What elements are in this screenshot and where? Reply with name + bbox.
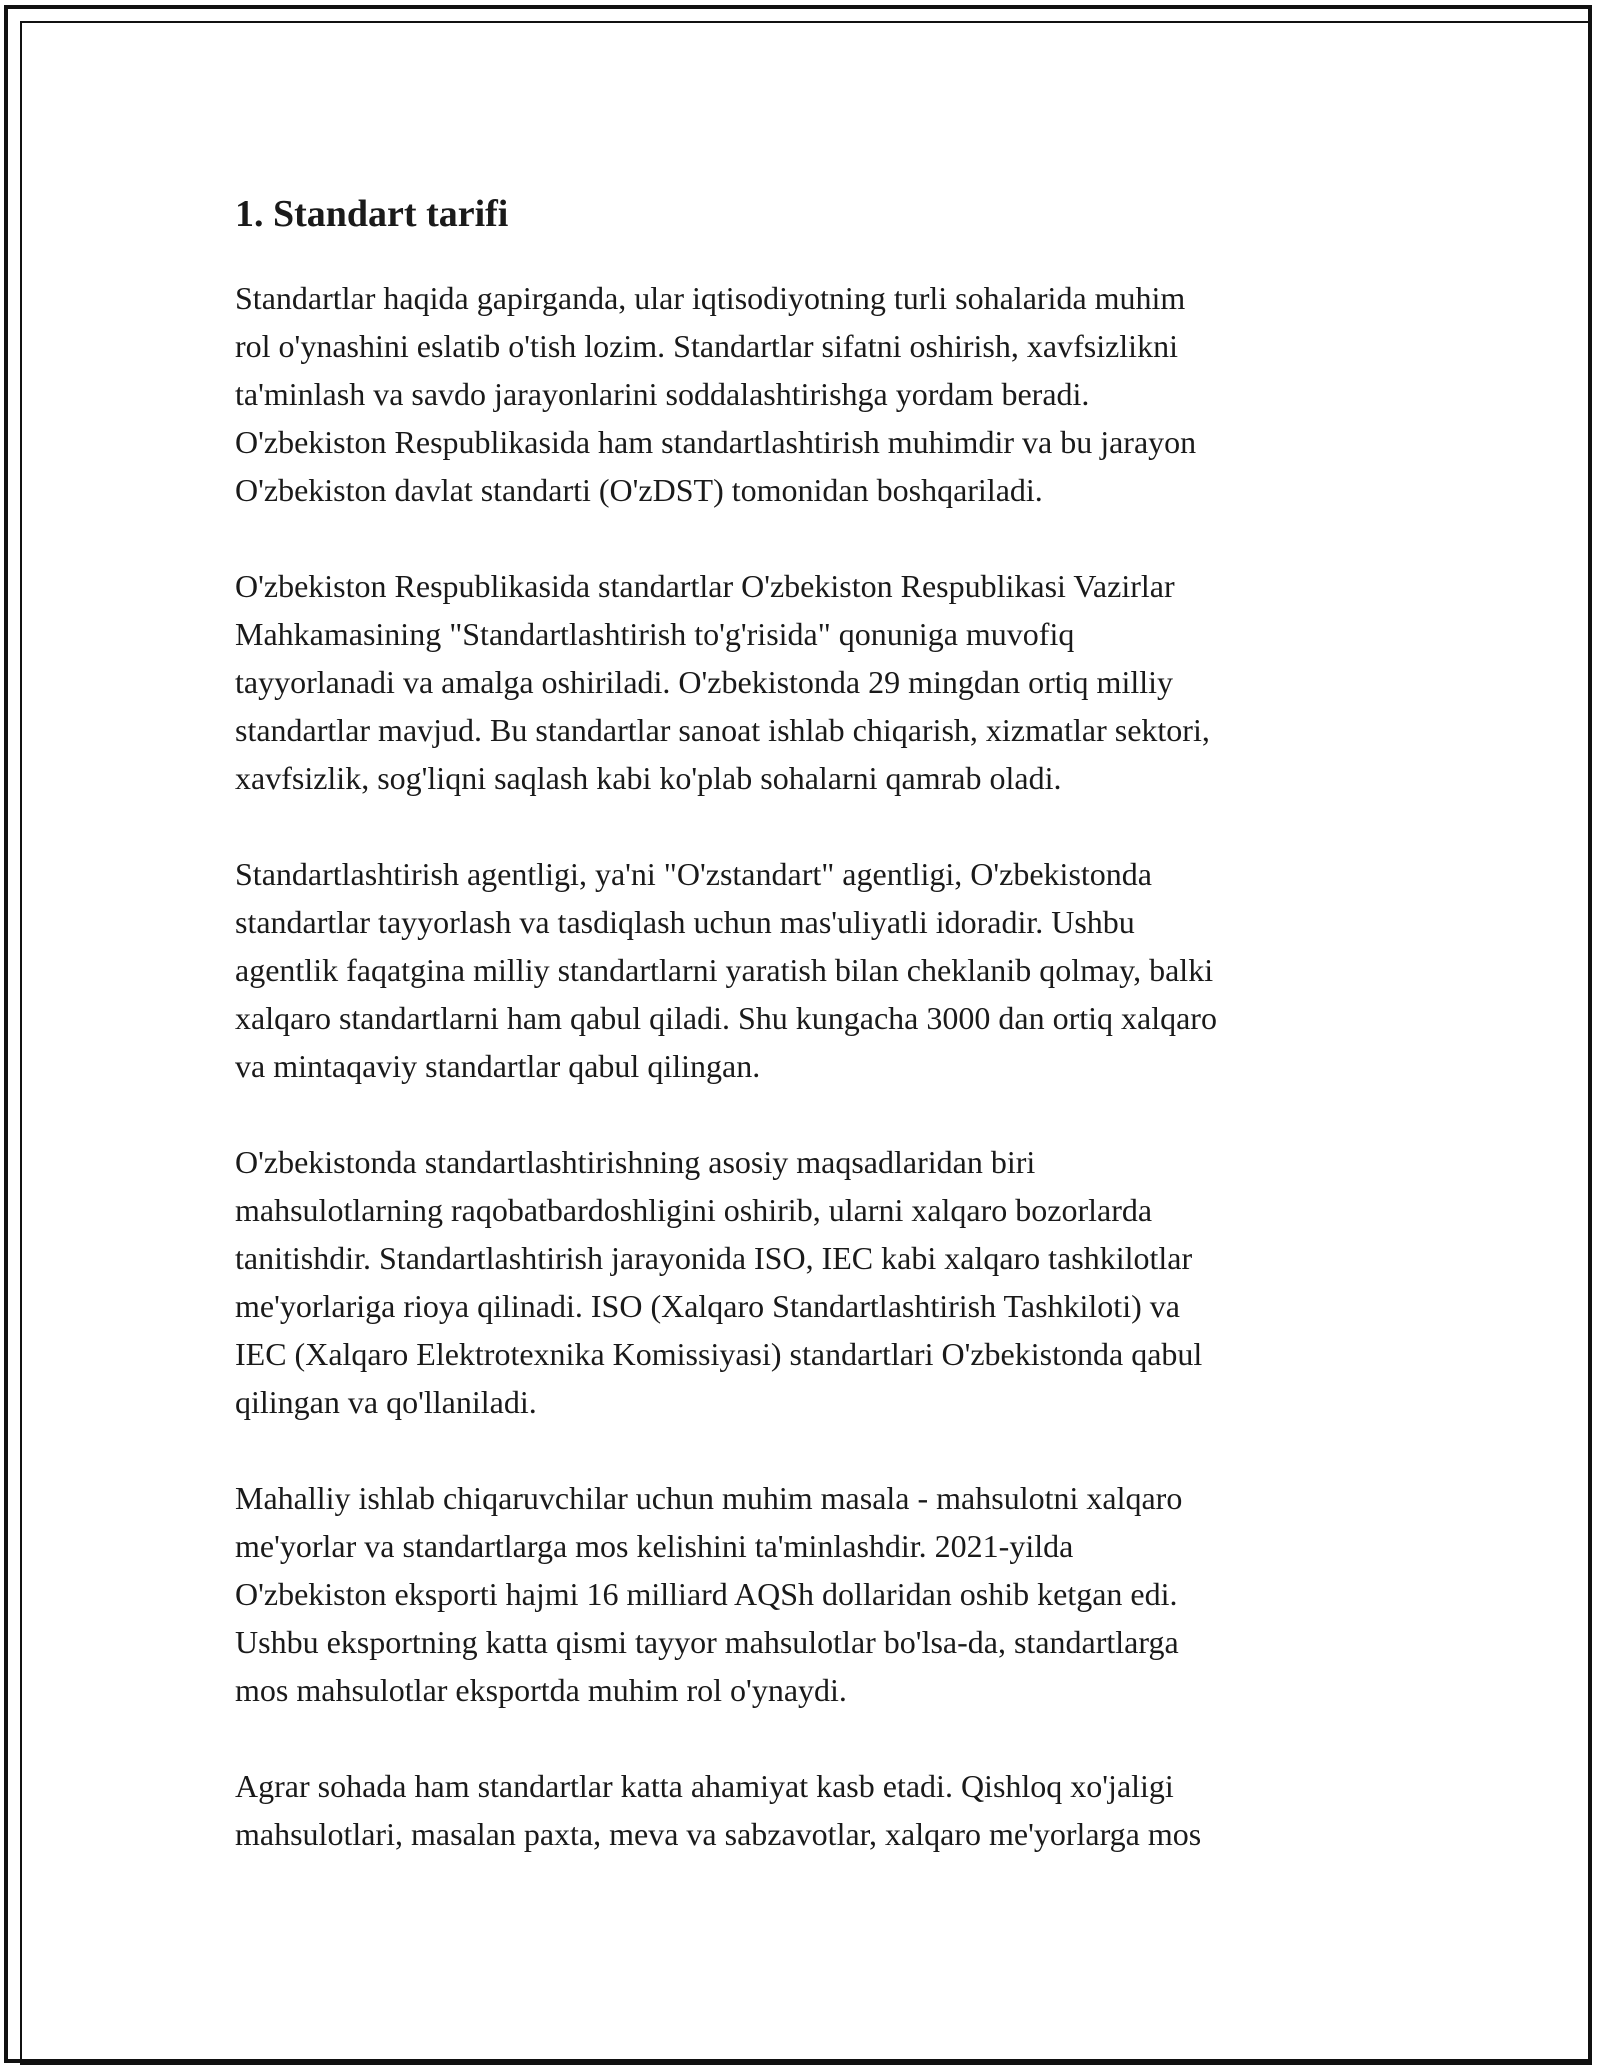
text-line: tanitishdir. Standartlashtirish jarayonida ISO, IEC kabi xalqaro tashkilotlar — [235, 1240, 1193, 1276]
text-line: rol o'ynashini eslatib o'tish lozim. Standartlar sifatni oshirish, xavfsizlikni — [235, 328, 1178, 364]
text-line: Mahkamasining "Standartlashtirish to'g'risida" qonuniga muvofiq — [235, 616, 1075, 652]
text-line: O'zbekiston eksporti hajmi 16 milliard AQSh dollaridan oshib ketgan edi. — [235, 1576, 1178, 1612]
text-line: IEC (Xalqaro Elektrotexnika Komissiyasi) standartlari O'zbekistonda qabul — [235, 1336, 1203, 1372]
text-line: mahsulotlari, masalan paxta, meva va sabzavotlar, xalqaro me'yorlarga mos — [235, 1816, 1202, 1852]
paragraph-5 — [235, 1474, 1395, 1714]
text-line: me'yorlariga rioya qilinadi. ISO (Xalqaro Standartlashtirish Tashkiloti) va — [235, 1288, 1180, 1324]
text-line: ta'minlash va savdo jarayonlarini soddalashtirishga yordam beradi. — [235, 376, 1090, 412]
paragraph-4 — [235, 1138, 1395, 1426]
text-line: Agrar sohada ham standartlar katta ahamiyat kasb etadi. Qishloq xo'jaligi — [235, 1768, 1174, 1804]
text-line: xavfsizlik, sog'liqni saqlash kabi ko'plab sohalarni qamrab oladi. — [235, 760, 1062, 796]
section-heading: 1. Standart tarifi — [235, 193, 509, 235]
text-line: agentlik faqatgina milliy standartlarni yaratish bilan cheklanib qolmay, balki — [235, 952, 1214, 988]
paragraph-3 — [235, 850, 1395, 1090]
text-line: qilingan va qo'llaniladi. — [235, 1384, 537, 1420]
text-line: O'zbekiston Respublikasida standartlar O'zbekiston Respublikasi Vazirlar — [235, 568, 1175, 604]
paragraph-1 — [235, 274, 1395, 514]
text-line: tayyorlanadi va amalga oshiriladi. O'zbekistonda 29 mingdan ortiq milliy — [235, 664, 1173, 700]
text-line: mahsulotlarning raqobatbardoshligini oshirib, ularni xalqaro bozorlarda — [235, 1192, 1153, 1228]
text-line: Mahalliy ishlab chiqaruvchilar uchun muhim masala - mahsulotni xalqaro — [235, 1480, 1183, 1516]
paragraph-2 — [235, 562, 1395, 802]
text-line: xalqaro standartlarni ham qabul qiladi. Shu kungacha 3000 dan ortiq xalqaro — [235, 1000, 1217, 1036]
document-body — [235, 188, 1395, 1906]
text-line: O'zbekiston Respublikasida ham standartlashtirish muhimdir va bu jarayon — [235, 424, 1197, 460]
text-line: va mintaqaviy standartlar qabul qilingan. — [235, 1048, 761, 1084]
paragraph-6 — [235, 1762, 1395, 1858]
text-line: O'zbekistonda standartlashtirishning asosiy maqsadlaridan biri — [235, 1144, 1036, 1180]
text-line: mos mahsulotlar eksportda muhim rol o'ynaydi. — [235, 1672, 847, 1708]
text-line: Standartlashtirish agentligi, ya'ni "O'zstandart" agentligi, O'zbekistonda — [235, 856, 1152, 892]
text-line: Standartlar haqida gapirganda, ular iqtisodiyotning turli sohalarida muhim — [235, 280, 1186, 316]
text-line: standartlar tayyorlash va tasdiqlash uchun mas'uliyatli idoradir. Ushbu — [235, 904, 1135, 940]
text-line: Ushbu eksportning katta qismi tayyor mahsulotlar bo'lsa-da, standartlarga — [235, 1624, 1179, 1660]
text-line: O'zbekiston davlat standarti (O'zDST) tomonidan boshqariladi. — [235, 472, 1043, 508]
text-line: standartlar mavjud. Bu standartlar sanoat ishlab chiqarish, xizmatlar sektori, — [235, 712, 1210, 748]
text-line: me'yorlar va standartlarga mos kelishini ta'minlashdir. 2021-yilda — [235, 1528, 1074, 1564]
